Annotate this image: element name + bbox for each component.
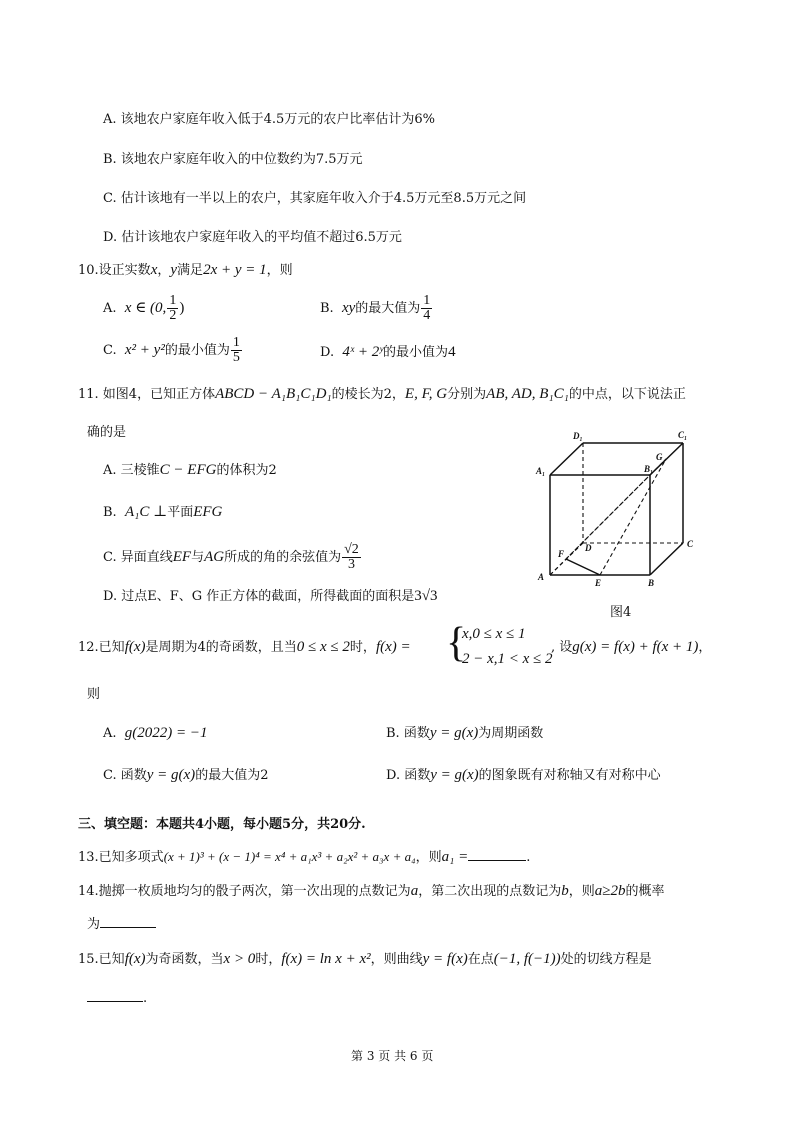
section-title: 三、填空题：本题共4小题，每小题5分，共20分. (78, 817, 366, 832)
fraction: $\frac{1}{2}$ (169, 293, 177, 323)
q10-stem: 10.设正实数x，y满足2x + y = 1，则 (78, 262, 293, 278)
piecewise-case-2: 2 − x,1 < x ≤ 2 (462, 651, 553, 667)
page-footer: 第 3 页 共 6 页 (351, 1049, 434, 1063)
label-F: F (558, 549, 565, 559)
q15-stem: 15.已知f(x)为奇函数，当x > 0时，f(x) = ln x + x²，则曲线y = f(x)在点(−1, f(−1))处的切线方程是 (78, 951, 652, 967)
piecewise-brace: { (446, 620, 467, 666)
q9-option-b: B. 该地农户家庭年收入的中位数约为7.5万元 (103, 152, 363, 167)
fraction: $\frac{1}{5}$ (232, 335, 240, 365)
q9-option-d: D. 估计该地农户家庭年收入的平均值不超过6.5万元 (103, 230, 402, 245)
label-C: C (687, 539, 694, 549)
q11-option-c: C. 异面直线EF与AG所成的角的余弦值为 $\frac{√2}{3}$ (103, 542, 359, 572)
q11-option-a: A. 三棱锥C − EFG的体积为2 (103, 462, 277, 478)
piecewise-case-1: x,0 ≤ x ≤ 1 (462, 626, 526, 642)
q11-stem: 11. 如图4，已知正方体ABCD − A₁B₁C₁D₁的棱长为2，E, F, G分别为AB, AD, B₁C₁的中点，以下说法正 (78, 386, 686, 402)
label-A: A (538, 572, 545, 582)
label-B: B (648, 578, 655, 588)
q11-stem-cont: 确的是 (87, 425, 127, 440)
q9-option-a: A. 该地农户家庭年收入低于4.5万元的农户比率估计为6% (103, 112, 435, 127)
cube-figure (530, 425, 710, 595)
q12-option-c: C. 函数y = g(x)的最大值为2 (103, 767, 269, 783)
q14-stem: 14.抛掷一枚质地均匀的骰子两次，第一次出现的点数记为a，第二次出现的点数记为b，则a≥2b的概率 (78, 883, 665, 899)
fraction: $\frac{√2}{3}$ (344, 542, 359, 572)
answer-blank[interactable] (87, 1001, 143, 1002)
answer-blank[interactable] (100, 927, 156, 928)
q11-option-b: B. A₁C ⊥平面EFG (103, 504, 223, 520)
fraction: $\frac{1}{4}$ (423, 293, 431, 323)
answer-blank[interactable] (468, 860, 526, 861)
q11-option-d: D. 过点E、F、G 作正方体的截面，所得截面的面积是3√3 (103, 588, 438, 604)
q12-stem-cont: 则 (87, 687, 101, 702)
q14-stem-cont: 为 (87, 916, 156, 934)
figure-caption: 图4 (610, 605, 632, 620)
q10-option-c: C. x² + y²的最小值为 $\frac{1}{5}$ (103, 335, 240, 365)
label-B1: B₁ (644, 464, 654, 474)
q10-option-d: D. 4ˣ + 2ʸ的最小值为4 (320, 344, 456, 360)
label-E: E (595, 578, 602, 588)
label-G: G (656, 452, 663, 462)
label-D1: D₁ (573, 431, 583, 441)
q12-option-b: B. 函数y = g(x)为周期函数 (386, 725, 544, 741)
q9-option-c: C. 估计该地有一半以上的农户，其家庭年收入介于4.5万元至8.5万元之间 (103, 191, 527, 206)
label-D: D (585, 543, 592, 553)
q15-stem-cont: . (87, 990, 147, 1008)
label-A1: A₁ (536, 466, 546, 476)
q12-g-def: , 设g(x) = f(x) + f(x + 1)， (551, 639, 712, 655)
q12-option-d: D. 函数y = g(x)的图象既有对称轴又有对称中心 (386, 767, 661, 783)
label-C1: C₁ (678, 430, 688, 440)
q13-stem: 13.已知多项式(x + 1)³ + (x − 1)⁴ = x⁴ + a₁x³ + a₂x² + a₃x + a₄，则a₁ = . (78, 849, 531, 865)
q10-option-a: A. x ∈ (0, $\frac{1}{2}$ ) (103, 293, 185, 323)
q12-stem: 12.已知f(x)是周期为4的奇函数，且当0 ≤ x ≤ 2时，f(x) = (78, 639, 411, 655)
q10-option-b: B. xy的最大值为 $\frac{1}{4}$ (320, 293, 431, 323)
q12-option-a: A. g(2022) = −1 (103, 725, 208, 741)
